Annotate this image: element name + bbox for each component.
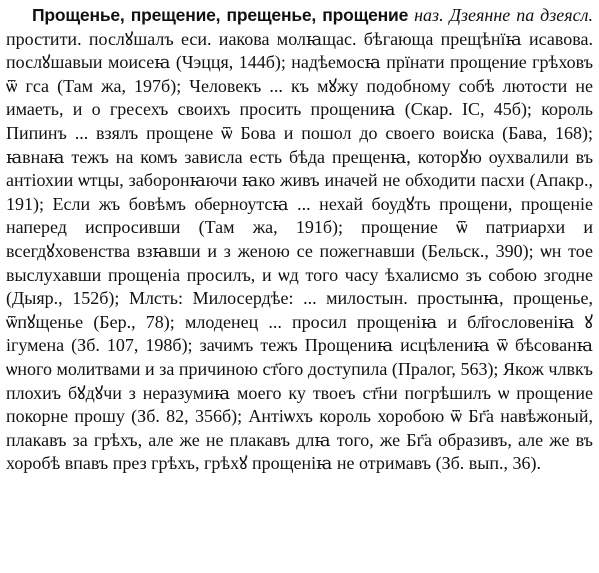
entry-gloss: наз. Дзеянне па дзеясл.	[414, 5, 594, 25]
entry-body: простити. послꙋшалъ еси. иакова молꙗщас. бѣгающа прещѣнїꙗ исавова. послꙋшавыи моисеꙗ (Чэцця, 144б); надѣемосꙗ прїнати прощение грѣховъ ѿ гса (Там жа, 197б); Человекъ ... къ мꙋжу подобному собѣ лютости не имаеть, и о гресехъ своихъ просить прощениꙗ (Скар. ІС, 45б); король Пипинъ ... взялъ прощене ѿ Бова и пошол до своего воиска (Бава, 168); ꙗвнаꙗ тежъ на комъ зависла есть бѣда прещенꙗ, которꙋю оухвалили въ антіохии ѡтцы, заборонꙗючи ꙗко живъ иначей не обходити пасхи (Апакр., 191); Если жъ бовѣмъ оберноутсꙗ ... нехай боудꙋть прощени, прощеніе наперед испросивши (Там жа, 191б); прощение ѿ патриархи и всегдꙋховенства взꙗвши и з женою се пожегнавши (Бельск., 390); ѡн тое выслухавши прощеніа просилъ, и ѡд того часу ѣхалисмо зъ собою згодне (Дыяр., 152б); Млсть: Милосердѣе: ... милостын. простынꙗ, прощенье, ѿпꙋщенье (Бер., 78); млоденец ... просил прощеніꙗ и бл҃гословеніꙗ ꙋ ігумена (Зб. 107, 198б); зачимъ тежъ Прощениꙗ исцѣлениꙗ ѿ бѣсованꙗ ѡного молитвами и за причиною ст҃ого доступила (Пралог, 563); Якож члвкъ плохиъ бꙋдꙋчи з неразумиꙗ моего ку твоеъ ст҃ни погрѣшилъ ѡ прощение покорне прошу (Зб. 82, 356б); Антіѡхъ король хоробою ѿ Бг҃а навѣжоный, плакавъ за грѣхъ, але же не плакавъ длꙗ того, же Бг҃а образивъ, але же въ хоробѣ впавъ през грѣхъ, грѣхꙋ прощеніꙗ не отримавъ (Зб. вып., 36).	[6, 28, 593, 474]
entry-headword: Прощенье, прещение, прещенье, прощение	[32, 5, 409, 25]
dictionary-entry	[6, 4, 593, 476]
